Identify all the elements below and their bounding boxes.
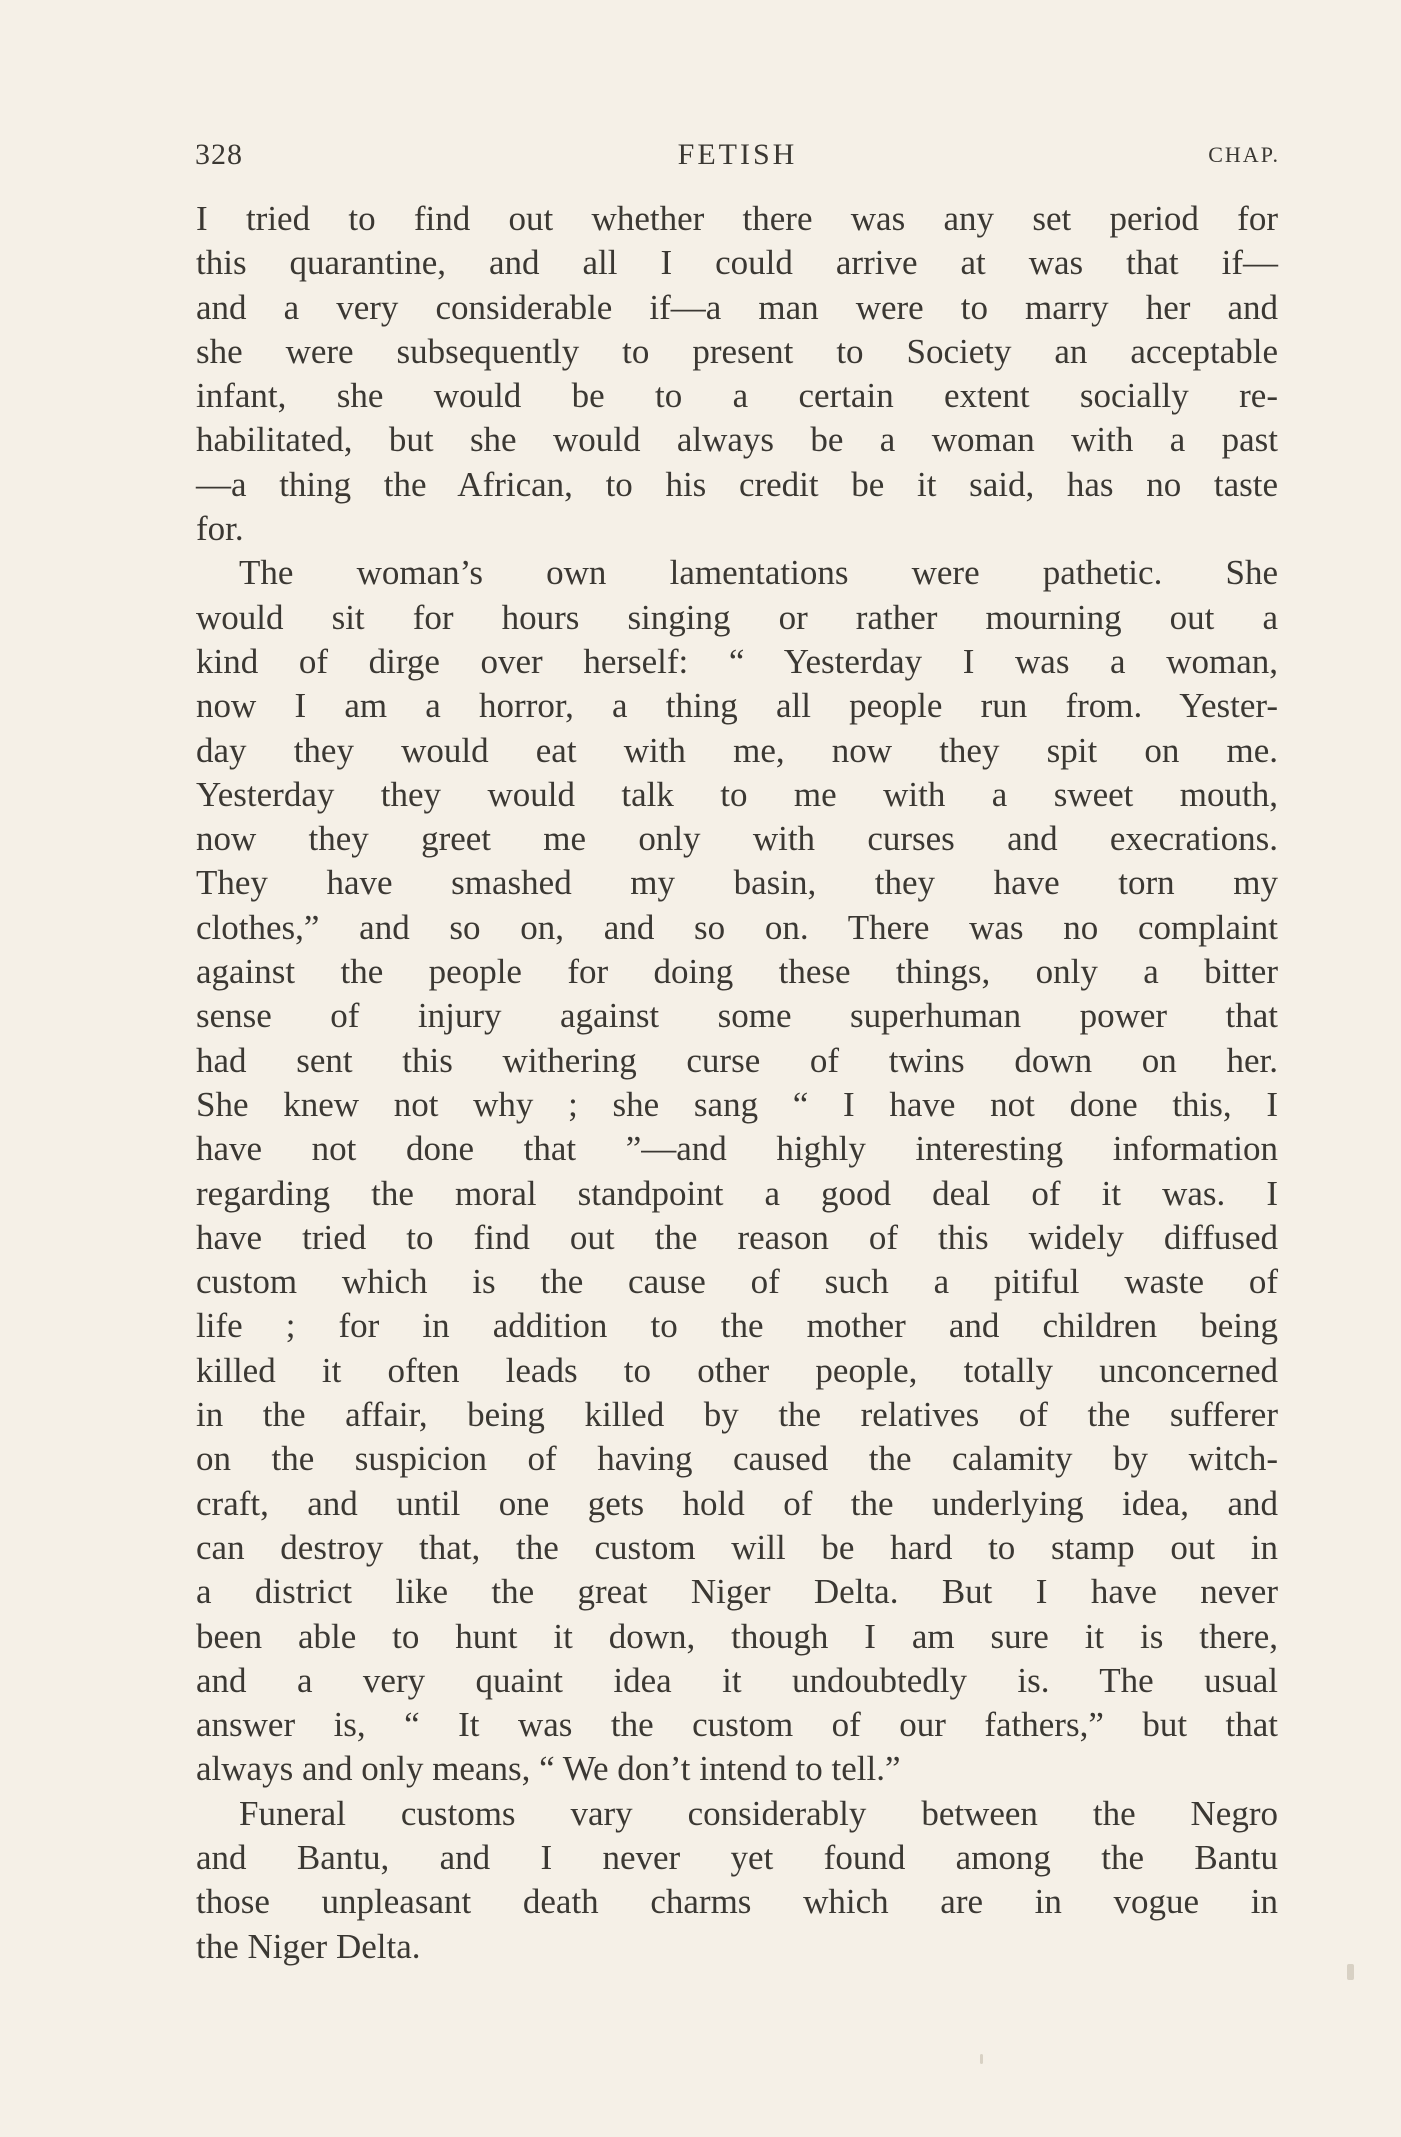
text-line: on the suspicion of having caused the calamity by witch-: [196, 1439, 1278, 1479]
text-line: craft, and until one gets hold of the underlying idea, and: [196, 1483, 1278, 1523]
page-number: 328: [195, 138, 243, 171]
text-line: have tried to find out the reason of this widely diffused: [196, 1217, 1278, 1257]
text-line: had sent this withering curse of twins down on her.: [196, 1040, 1278, 1080]
text-line: for.: [196, 509, 244, 549]
text-line: now they greet me only with curses and execrations.: [196, 819, 1278, 859]
paragraph-1: [196, 197, 1278, 551]
text-line: always and only means, “ We don’t intend to tell.”: [196, 1749, 901, 1789]
text-line: answer is, “ It was the custom of our fathers,” but that: [196, 1705, 1278, 1745]
text-line: They have smashed my basin, they have torn my: [196, 863, 1278, 903]
text-line: kind of dirge over herself: “ Yesterday I was a woman,: [196, 641, 1278, 681]
text-line: life ; for in addition to the mother and children being: [196, 1306, 1278, 1346]
text-line: would sit for hours singing or rather mourning out a: [196, 597, 1278, 637]
text-line: now I am a horror, a thing all people run from. Yester-: [196, 686, 1278, 726]
body-text: [196, 197, 1278, 1969]
text-line: Yesterday they would talk to me with a sweet mouth,: [196, 774, 1278, 814]
text-line: and Bantu, and I never yet found among the Bantu: [196, 1837, 1278, 1877]
text-line: and a very quaint idea it undoubtedly is. The usual: [196, 1660, 1278, 1700]
text-line: those unpleasant death charms which are in vogue in: [196, 1882, 1278, 1922]
text-line: sense of injury against some superhuman power that: [196, 996, 1278, 1036]
text-line: day they would eat with me, now they spit on me.: [196, 730, 1278, 770]
text-line: killed it often leads to other people, totally unconcerned: [196, 1350, 1278, 1390]
page-header: [195, 138, 1280, 178]
text-line: I tried to find out whether there was any set period for: [196, 199, 1278, 238]
text-line: infant, she would be to a certain extent socially re-: [196, 376, 1278, 416]
text-line: Funeral customs vary considerably between the Negro: [239, 1793, 1278, 1833]
text-line: a district like the great Niger Delta. But I have never: [196, 1572, 1278, 1612]
text-line: custom which is the cause of such a pitiful waste of: [196, 1262, 1278, 1302]
text-line: The woman’s own lamentations were pathetic. She: [239, 553, 1278, 593]
text-line: this quarantine, and all I could arrive at was that if—: [196, 243, 1278, 283]
text-line: —a thing the African, to his credit be it said, has no taste: [196, 464, 1278, 504]
text-line: have not done that ”—and highly interesting information: [196, 1129, 1278, 1169]
paragraph-3: [196, 1792, 1278, 1969]
text-line: against the people for doing these things, only a bitter: [196, 952, 1278, 992]
text-line: clothes,” and so on, and so on. There was no complaint: [196, 907, 1278, 947]
text-line: been able to hunt it down, though I am sure it is there,: [196, 1616, 1278, 1656]
text-line: habilitated, but she would always be a woman with a past: [196, 420, 1278, 460]
text-line: and a very considerable if—a man were to marry her and: [196, 287, 1278, 327]
text-line: regarding the moral standpoint a good deal of it was. I: [196, 1173, 1278, 1213]
text-line: in the affair, being killed by the relatives of the sufferer: [196, 1395, 1278, 1435]
text-line: the Niger Delta.: [196, 1926, 421, 1966]
running-head: FETISH: [677, 138, 798, 171]
text-line: She knew not why ; she sang “ I have not done this, I: [196, 1084, 1278, 1124]
paper-speck: [1347, 1964, 1354, 1980]
paragraph-2: [196, 551, 1278, 1791]
text-line: she were subsequently to present to Society an acceptable: [196, 331, 1278, 371]
chapter-label: CHAP.: [1208, 142, 1280, 167]
text-line: can destroy that, the custom will be hard to stamp out in: [196, 1527, 1278, 1567]
paper-speck: [980, 2054, 983, 2064]
